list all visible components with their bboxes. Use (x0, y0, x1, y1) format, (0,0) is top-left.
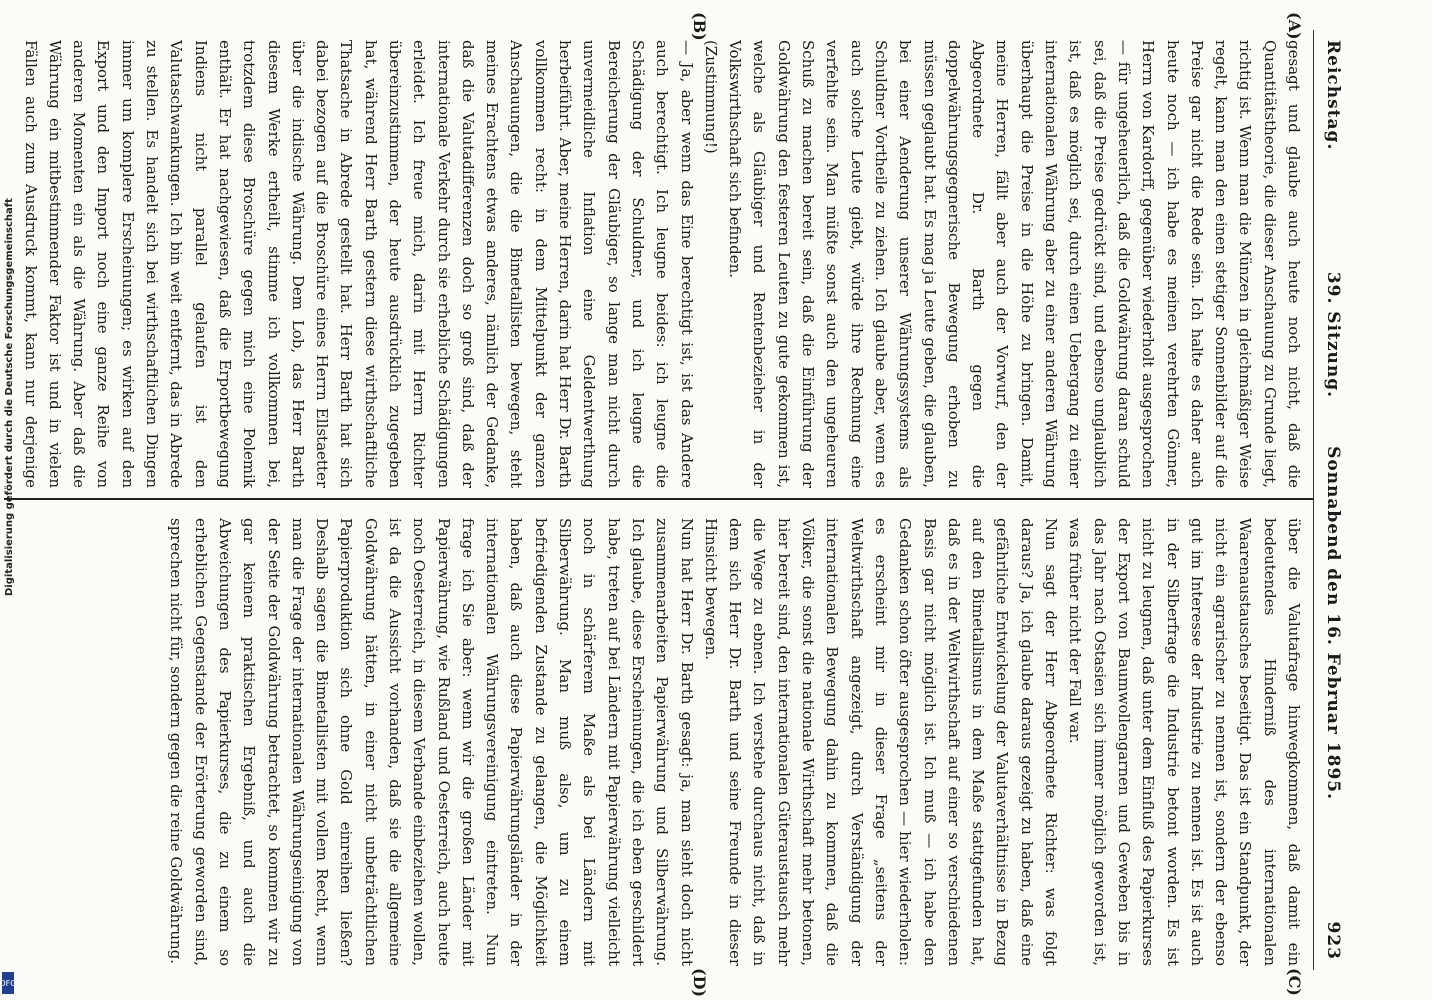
header-date: Sonnabend den 16. Februar 1895. (1323, 446, 1343, 801)
header-session: 39. Sitzung. (1323, 271, 1343, 399)
margin-marker-d: (D) (690, 968, 709, 998)
page-header (1318, 40, 1348, 960)
page-number: 923 (1323, 921, 1343, 960)
dfg-logo: DFG (2, 972, 14, 994)
header-rule (1313, 30, 1314, 970)
margin-marker-c: (C) (1285, 968, 1304, 996)
margin-marker-a: (A) (1285, 12, 1304, 40)
column-divider (4, 498, 1314, 500)
text-column-left: gesagt und glaube auch heute noch nicht, daß die Quantitätstheorie, die dieser Anschauung zu Grunde liegt, richtig ist. Wenn man die Münzen in gleichmäßiger Weise regelt, kann man den einen stetiger Sonnenbilder auf die Preise gar nicht die Rede sein. Ich halte es daher auch heute noch — ich habe es meinen verehrten Gönner, Herrn von Kardorff, gegenüber wiederholt ausgesprochen — für ungeheuerlich, daß die Goldwährung daran schuld sei, daß die Preise gedrückt sind, und ebenso unglaublich ist, daß es möglich sei, durch einen Uebergang zu einer internationalen Währung aber zu einer anderen Währung überhaupt die Preise in die Höhe zu bringen. Damit, meine Herren, fällt aber auch der Vorwurf, den der Abgeordnete Dr. Barth gegen die doppelwährungsgegnerische Bewegung erhoben zu müssen geglaubt hat. Es mag ja Leute geben, die glauben, bei einer Aenderung unserer Währungssystems als Schuldner Vortheile zu ziehen. Ich glaube aber, wenn es auch solche Leute giebt, würde ihre Rechnung eine verfehlte sein. Man müßte sonst auch den ungeheuren Schuß zu machen bereit sein, daß die Einführung der Goldwährung den festeren Leuten zu gute gekommen ist, welche als Gläubiger und Rentenbezieher in der Volkswirthschaft sich befinden. (Zustimmung!) — Ja, aber wenn das Eine berechtigt ist, ist das Andere auch berechtigt. Ich leugne beides: ich leugne die Schädigung der Schuldner, und ich leugne die Bereicherung der Gläubiger, so lange man nicht durch unvermeidliche Inflation eine Geldentwerthung herbeiführt. Aber, meine Herren, darin hat Herr Dr. Barth vollkommen recht: in dem Mittelpunkt der ganzen Anschauungen, die die Bimetallisten bewegen, steht meines Erachtens etwas anderes, nämlich der Gedanke, daß die Valutadifferenzen doch so groß sind, daß der internationale Verkehr durch sie erhebliche Schädigungen erleidet. Ich freue mich, darin mit Herrn Richter übereinzustimmen, der heute ausdrücklich zugegeben hat, während Herr Barth gestern diese wirthschaftliche Thatsache in Abrede gestellt hat. Herr Barth hat sich dabei bezogen auf die Broschüre eines Herrn Ellstaetter über die indische Währung. Dem Lob, das Herr Barth diesem Werke ertheilt, stimme ich vollkommen bei, trotzdem diese Broschüre gegen mich eine Polemik enthält. Er hat nachgewiesen, daß die Erportbewegung Indiens nicht parallel gelaufen ist den Valutaschwankungen. Ich bin weit entfernt, das in Abrede zu stellen. Es handelt sich bei wirthschaftlichen Dingen immer um komplere Erscheinungen; es wirken auf den Export und den Import noch eine ganze Reihe von anderen Momenten ein als die Währung. Aber daß die Währung ein mitbestimmender Faktor ist und in vielen Fällen auch zum Ausdruck kommt, kann nur derjenige (21, 40, 1303, 488)
text-column-right: über die Valutafrage hinwegkommen, daß damit ein bedeutendes Hinderniß des internationalen Waarenaustausches beseitigt. Das ist ein Standpunkt, der nicht ein agrarischer zu nennen ist, sondern der ebenso gut im Interesse der Industrie zu nennen ist. Es ist auch in der Silberfrage die Industrie betont worden. Es ist nicht zu leugnen, daß unter dem Einfluß des Papierkurses der Export von Baumwollengarnen und Geweben bis in das Jahr nach Ostasien sich immer möglich geworden ist, was früher nicht der Fall war. Nun sagt der Herr Abgeordnete Richter: was folgt daraus? Ja, ich glaube daraus gezeigt zu haben, daß eine gefährliche Entwickelung der Valutaverhältnisse in Bezug auf den Bimetallismus in dem Maße stattgefunden hat, daß es in der Weltwirthschaft auf einer so verschiedenen Basis gar nicht möglich ist. Ich muß — ich habe den Gedanken schon öfter ausgesprochen — hier wiederholen: es erscheint mir in dieser Frage „seitens der Weltwirthschaft angezeigt, durch Verständigung der internationalen Bewegung dahin zu kommen, daß die Völker, die sonst die nationale Wirthschaft mehr betonen, hier bereit sind, den internationalen Güteraustausch mehr die Wege zu ebnen. Ich verstehe durchaus nicht, daß in dem sich Herr Dr. Barth und seine Freunde in dieser Hinsicht bewegen. Nun hat Herr Dr. Barth gesagt: ja, man sieht doch nicht zusammenarbeiten Papierwährung und Silberwährung. Ich glaube, diese Erscheinungen, die ich eben geschildert habe, treten auf bei Ländern mit Papierwährung vielleicht noch in schärferem Maße als bei Ländern mit Silberwährung. Man muß also, um zu einem befriedigenden Zustande zu gelangen, die Möglichkeit haben, daß auch diese Papierwährungsländer in der internationalen Währungsvereinigung eintreten. Nun frage ich Sie aber: wenn wir die großen Länder mit Papierwährung, wie Rußland und Oesterreich, auch heute noch Oesterreich, in diesem Verbande einbeziehen wollen, ist da die Aussicht vorhanden, daß sie die allgemeine Goldwährung hätten, in einer nicht unbeträchtlichen Papierproduktion sich ohne Gold einreihen ließen? Deshalb sagen die Bimetallisten mit vollem Recht, wenn man die Frage der internationalen Währungseinigung von der Seite der Goldwährung betrachtet, so kommen wir zu gar keinem praktischen Ergebniß, und auch die Abweichungen des Papierkurses, die zu einem so erheblichen Gegenstande der Erörterung geworden sind, sprechen nicht für, sondern gegen die reine Goldwährung. (167, 518, 1303, 966)
margin-marker-b: (B) (690, 12, 709, 41)
header-left: Reichstag. (1323, 40, 1343, 151)
header-center (1323, 272, 1343, 800)
digitization-credit: Digitalisierung gefördert durch die Deutsche Forschungsgemeinschaft (4, 198, 15, 596)
